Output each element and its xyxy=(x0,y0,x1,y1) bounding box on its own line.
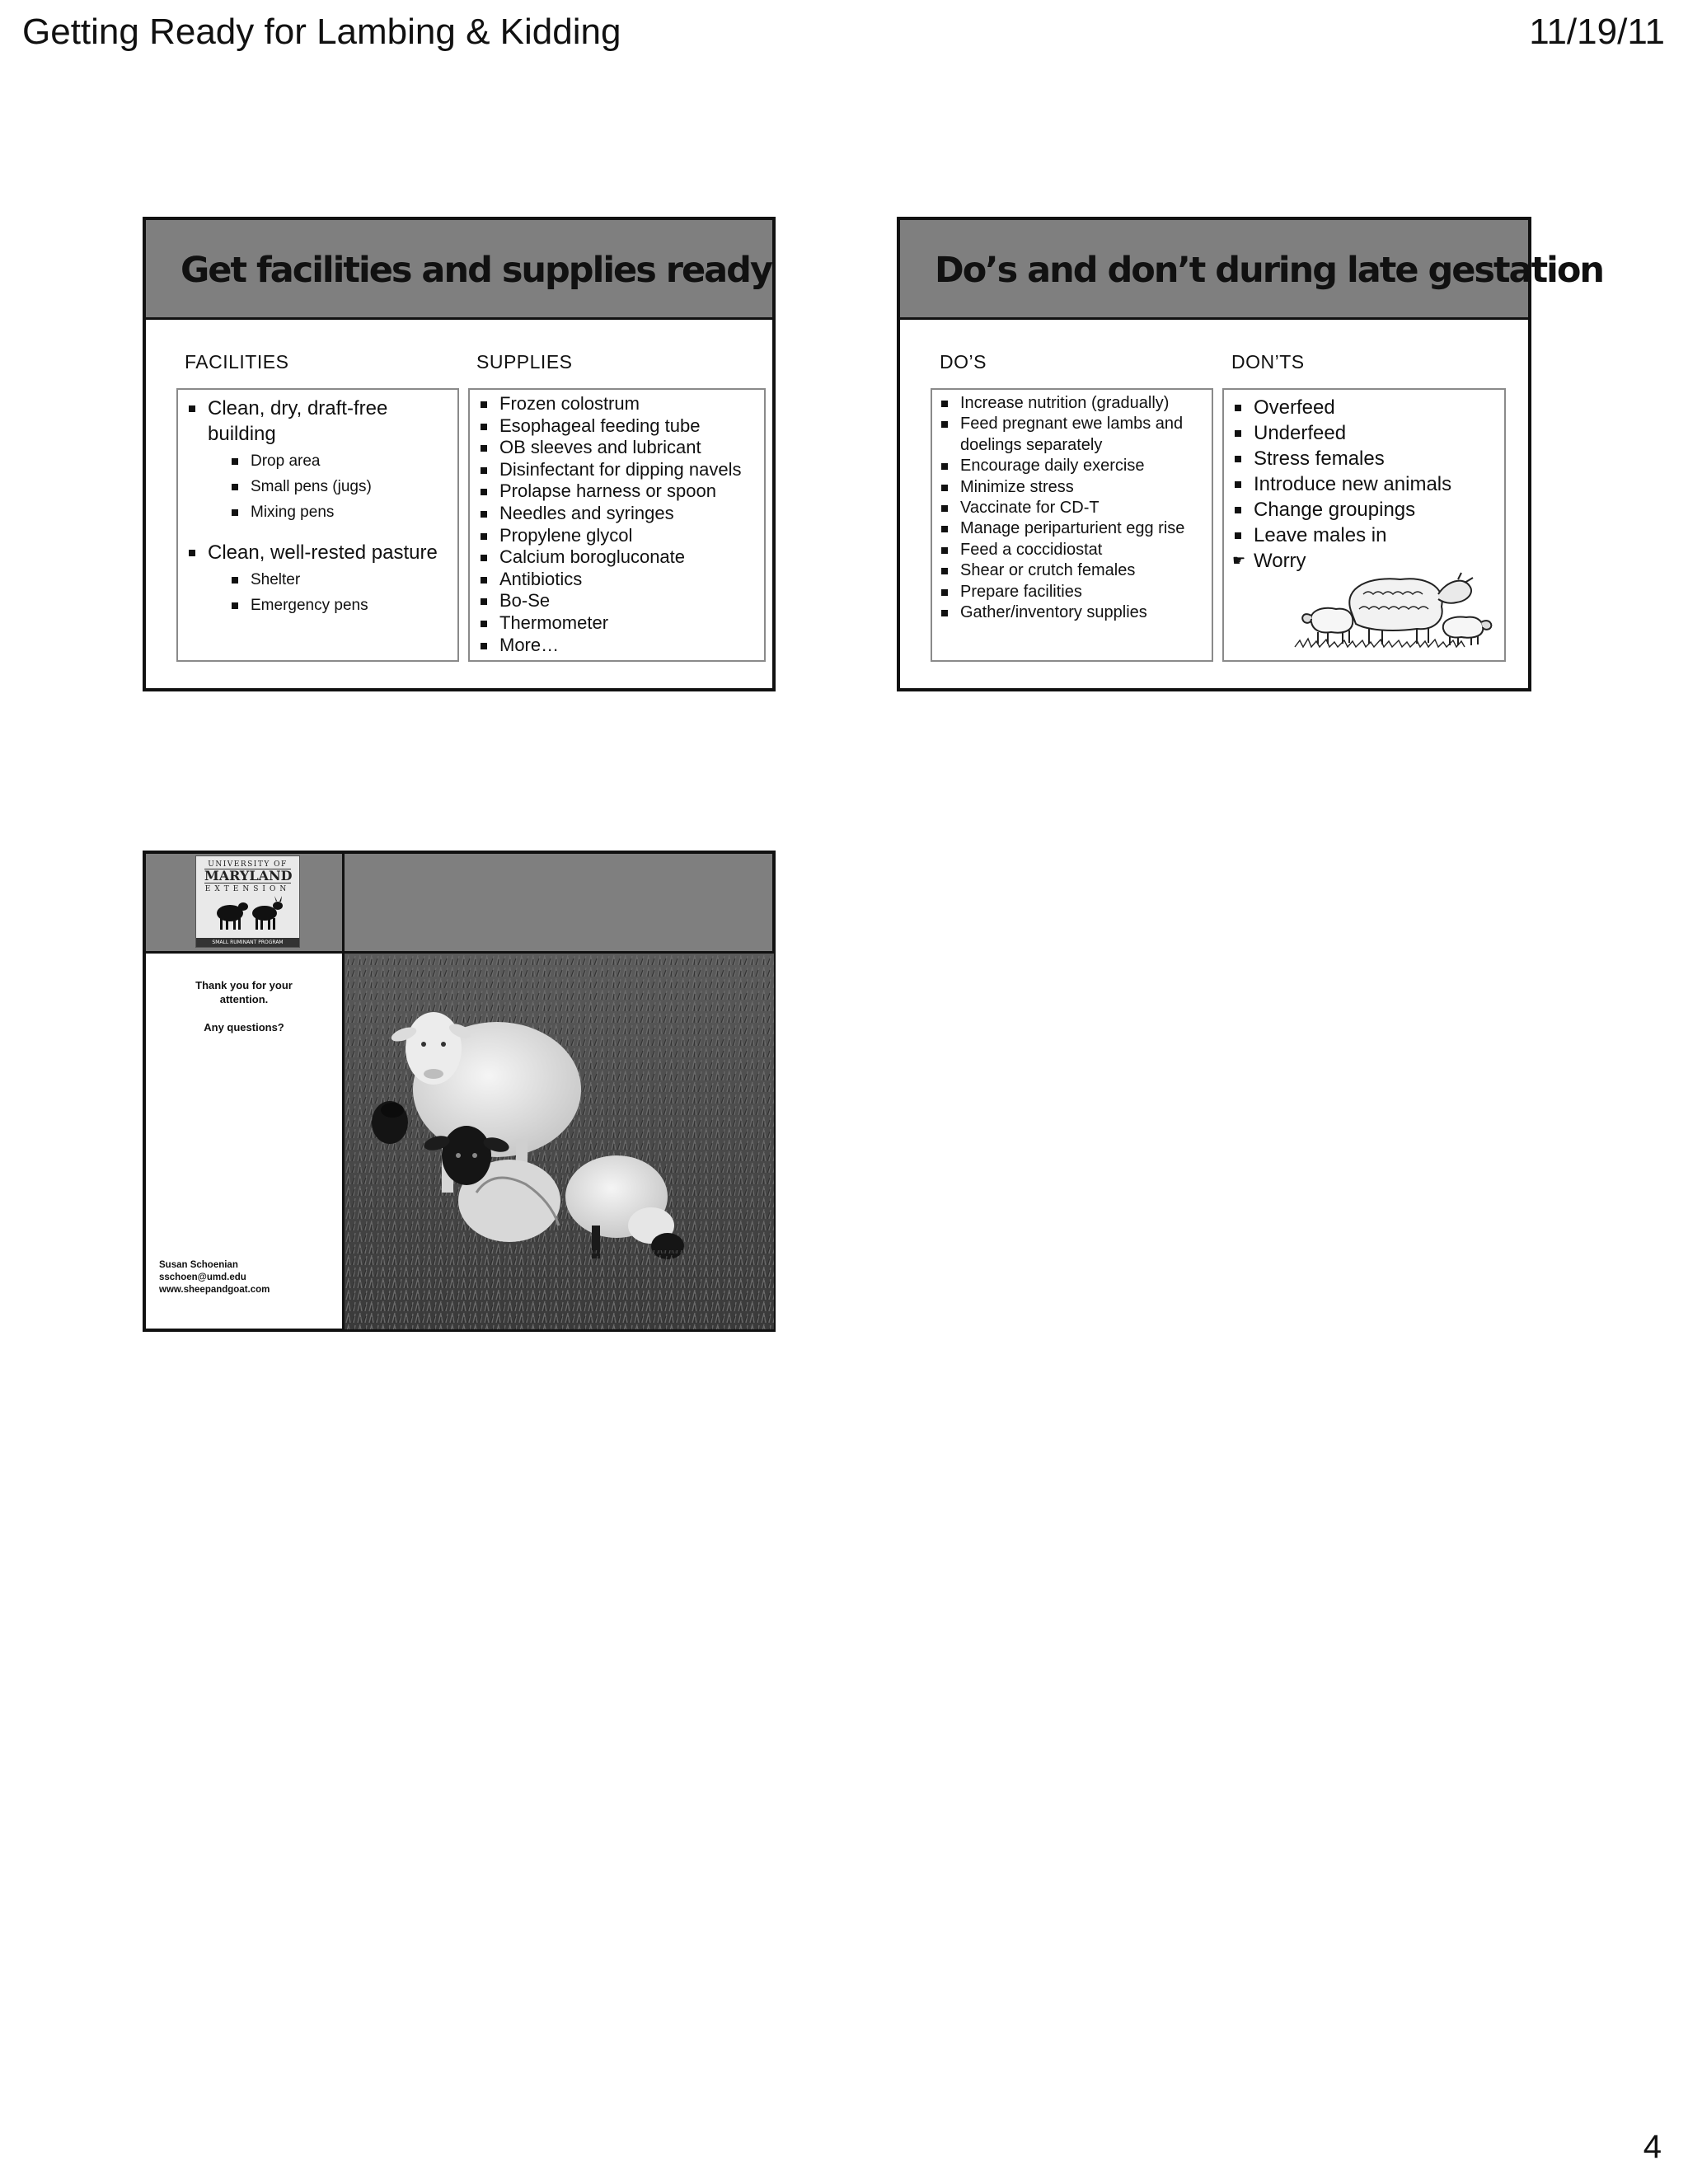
slide-thank-you xyxy=(143,851,776,1332)
list-item: Feed pregnant ewe lambs and doelings separately xyxy=(939,414,1207,456)
list-item: Prepare facilities xyxy=(939,582,1207,602)
list-item: Frozen colostrum xyxy=(478,393,757,415)
supplies-heading: SUPPLIES xyxy=(476,351,573,373)
page-header-title: Getting Ready for Lambing & Kidding xyxy=(22,12,621,52)
slide-title: Get facilities and supplies ready xyxy=(181,250,771,291)
list-item: Leave males in xyxy=(1232,523,1499,548)
list-item: Increase nutrition (gradually) xyxy=(939,393,1207,414)
list-item: Manage periparturient egg rise xyxy=(939,518,1207,539)
donts-heading: DON’TS xyxy=(1231,351,1305,373)
facility-sublist xyxy=(229,567,449,618)
facilities-heading: FACILITIES xyxy=(185,351,289,373)
list-item: Encourage daily exercise xyxy=(939,456,1207,476)
list-item: Thermometer xyxy=(478,612,757,635)
slide-title-bar xyxy=(345,854,772,954)
slide-title-bar xyxy=(900,220,1604,320)
contact-email: sschoen@umd.edu xyxy=(159,1272,246,1282)
list-item: Prolapse harness or spoon xyxy=(478,480,757,503)
questions-text: Any questions? xyxy=(204,1021,284,1033)
list-item: Esophageal feeding tube xyxy=(478,415,757,438)
facility-label: Clean, well-rested pasture xyxy=(208,541,438,564)
list-item: Drop area xyxy=(229,448,449,474)
slide-dos-donts xyxy=(897,217,1604,691)
ewe-with-lambs-photo xyxy=(345,954,774,1329)
list-item: Shear or crutch females xyxy=(939,560,1207,581)
supplies-list xyxy=(478,393,757,656)
logo-footer: SMALL RUMINANT PROGRAM xyxy=(196,938,299,947)
list-item: Stress females xyxy=(1232,446,1499,471)
facilities-list xyxy=(186,396,449,618)
dos-list xyxy=(939,393,1207,623)
list-item xyxy=(186,396,449,525)
page-number: 4 xyxy=(1643,2129,1662,2165)
donts-box xyxy=(1222,388,1506,662)
list-item: OB sleeves and lubricant xyxy=(478,437,757,459)
thanks-line1: Thank you for your xyxy=(195,979,293,991)
list-item: Disinfectant for dipping navels xyxy=(478,459,757,481)
slide-facilities-supplies xyxy=(143,217,776,691)
list-item: Introduce new animals xyxy=(1232,471,1499,497)
logo-line1: UNIVERSITY OF xyxy=(208,860,288,869)
list-item: ☛ Worry xyxy=(1232,548,1499,574)
page-header-date: 11/19/11 xyxy=(1529,12,1665,52)
list-item xyxy=(186,540,449,618)
supplies-box xyxy=(468,388,766,662)
list-item: Propylene glycol xyxy=(478,525,757,547)
list-item: Feed a coccidiostat xyxy=(939,540,1207,560)
contact-name: Susan Schoenian xyxy=(159,1260,238,1270)
list-item: Overfeed xyxy=(1232,395,1499,420)
list-item: Change groupings xyxy=(1232,497,1499,523)
list-item: Needles and syringes xyxy=(478,503,757,525)
donts-list xyxy=(1232,395,1499,574)
list-item: Small pens (jugs) xyxy=(229,474,449,499)
list-item: More… xyxy=(478,635,757,657)
list-item: Vaccinate for CD-T xyxy=(939,498,1207,518)
list-item: Antibiotics xyxy=(478,569,757,591)
text-panel xyxy=(146,954,345,1329)
logo-line3: EXTENSION xyxy=(204,885,291,893)
facility-label: Clean, dry, draft-free building xyxy=(208,397,388,445)
list-item: Gather/inventory supplies xyxy=(939,602,1207,623)
facility-sublist xyxy=(229,448,449,525)
slide-title-bar xyxy=(146,220,772,320)
slide-title: Do’s and don’t during late gestation xyxy=(935,250,1604,291)
sheep-goat-silhouette-icon xyxy=(207,895,289,931)
contact-block xyxy=(159,1259,270,1296)
logo-panel xyxy=(146,854,345,954)
dos-heading: DO’S xyxy=(940,351,987,373)
dos-box xyxy=(931,388,1213,662)
list-item: Minimize stress xyxy=(939,477,1207,498)
sheep-illustration-icon xyxy=(1293,561,1499,654)
list-item: Shelter xyxy=(229,567,449,593)
extension-logo xyxy=(195,855,300,948)
list-item: Emergency pens xyxy=(229,593,449,618)
list-item: Underfeed xyxy=(1232,420,1499,446)
thanks-line2: attention. xyxy=(219,993,269,1005)
list-item: Bo-Se xyxy=(478,590,757,612)
contact-web: www.sheepandgoat.com xyxy=(159,1285,270,1295)
list-item: Calcium borogluconate xyxy=(478,546,757,569)
logo-line2: MARYLAND xyxy=(204,868,293,883)
thanks-text xyxy=(146,978,342,1034)
facilities-box xyxy=(176,388,459,662)
list-item: Mixing pens xyxy=(229,499,449,525)
